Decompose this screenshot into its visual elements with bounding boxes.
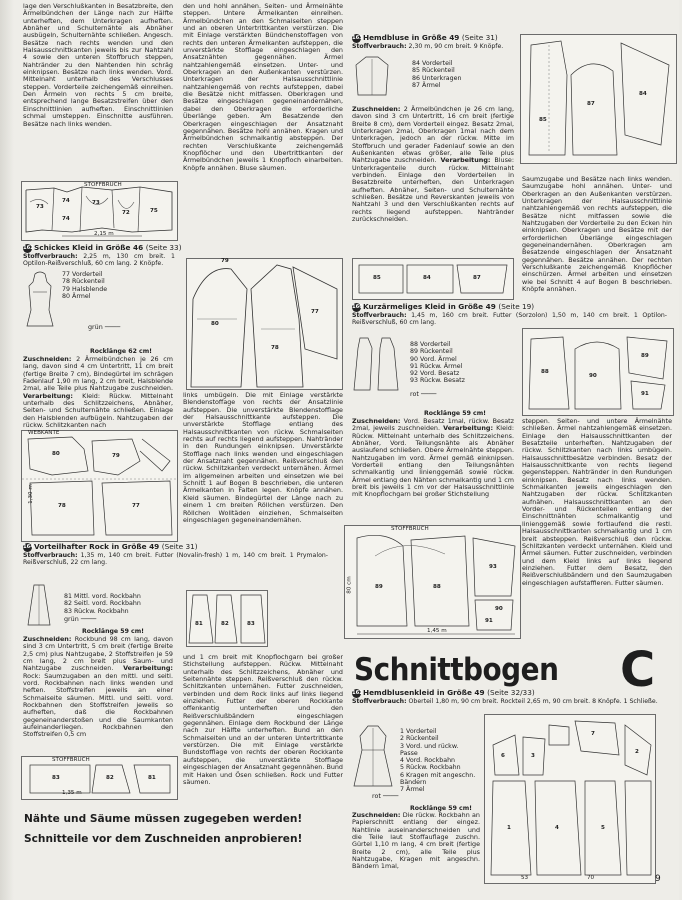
pattern-diagram-1626: 6 3 7 2 1 4 5 53 70 <box>484 714 656 884</box>
banner-try-on: Schnitteile vor dem Zuschneiden anprobieren! <box>24 833 303 845</box>
pattern-diagram-1618: 73 74 73 72 74 75 STOFFBRUCH 2,15 m <box>21 181 178 241</box>
parts-list-1626: 1 Vorderteil 2 Rückenteil 3 Vord. und rückw. Passe 4 Vord. Rockbahn 5 Rückw. Rockbahn 6 Kragen mit angeschn. Bändern 7 Ärmel <box>400 728 476 794</box>
stoffbruch-label: STOFFBRUCH <box>84 182 122 188</box>
pattern-diagram-1635: 85 87 84 <box>520 34 677 164</box>
color-key-gruen: grün ──── <box>88 323 121 331</box>
section-header-1605: 1605Kurzärmeliges Kleid in Größe 49 (Seite 19) <box>352 302 535 311</box>
instructions-1635: Zuschneiden: 2 Ärmelbündchen je 26 cm lang, davon sind 3 cm Untertritt, 16 cm breit (fertige Breite 8 cm), dem Vorderteil eingez. Besatz 2mal, Unterkragen 2mal, Oberkragen 1mal nach dem Unterkragen, jedoch an der rückw. Mitte im Stoffbruch und gerader Fadenlauf sowie an den Außenkanten etwas größer, alle Teile plus Nahtzugabe zuschneiden. Verarbeitung: Bluse: Unterkragenteile durch rückw. Mittelnaht verbinden. Einlage den Vorderteilen in Besatzbreite unterheften, den Unterkragen aufheften. Abnäher, Seiten- und Schulternähte schließen. Besätze und Reverskanten jeweils von Nahtzahl 3 und den Verschlußkanten rechts auf rechts liegend aufsteppen. Nahtränder zurückschneiden. <box>352 105 514 224</box>
rocklaenge-1620: Rocklänge 62 cm! <box>90 348 152 355</box>
pattern-diagram-1605-layout: STOFFBRUCH 89 88 93 90 91 1,45 m 80 cm <box>344 525 521 639</box>
section-1645: 1645Vorteilhafter Rock in Größe 49 (Seite 31) Stoffverbrauch: 1,35 m, 140 cm breit. Futter (Novalin-fresh) 1 m, 140 cm breit. 1 Prymalon-Reißverschluß, 22 cm lang. <box>23 542 333 566</box>
schnittbogen-title: Schnittbogen <box>354 652 559 688</box>
col2-top-text: den und hohl annähen. Seiten- und Ärmelnähte steppen. Untere Ärmelkanten einreihen. Ärmelbündchen an den Schmalseiten steppen und an oberen Untertrittkanten verstürzen. Die mit Einlage verstärkten Bündchenstoffagen von rechts den unteren Ärmelkanten aufsteppen, die unverstärkte Stofflage eingeschlagen den Ansatznähten gegennähen. Ärmel nahtzahlengemäß einsetzen. Unter- und Oberkragen an den Außenkanten verstürzen. Unterkragen der Halsausschnittlinie nahtzahlengemäß von rechts aufsteppen, dabei die Besätze nicht mitfassen. Oberkragen und Besätze eingeschlagen gegeneinandernähen, dabei den Oberkragen die erforderliche Überlänge geben. Am Besatzende den Oberkragen eingeschlagen der Ansatznaht gegennähen. Besätze hohl annähen. Kragen und Ärmelbündchen schmalkantig absteppen. Der rechten Verschlußkante zeichengemäß Knopflöcher und den Ubertrittkanten der Ärmelbündchen jeweils 1 Knopfloch einarbeiten. Knöpfe annähen. Bluse säumen. <box>183 2 343 172</box>
pattern-diagram-1620-layout: WEBKANTE 80 79 78 77 1,30 m <box>21 430 178 542</box>
pattern-diagram-1620: 79 80 78 77 <box>186 258 343 390</box>
col4-text2: steppen. Seiten- und untere Ärmelnähte schließen. Ärmel nahtzahlengemäß einsetzen. Einlage den Halsausschnittkanten der Besatzteile unterheften. Nahtzugaben der rückw. Schlitzkanten nach links umbügeln. Halsausschnittbesätze verbinden. Besatz der Halsausschnittkante von rechts liegend gegensteppen. Nahtränder in den Rundungen einknipsen. Besatz nach links wenden. Schmalkanten jeweils eingeschlagen den Nahtzugaben der rückw. Schlitzkanten aufnähen. Halsausschnittkanten an den Vorder- und Rückenteilen entlang der Einschnittnähten schmalkantig und linienggemäß sowie fortlaufend die restl. Halsausschnittkanten schmalkantig und 1 cm breit absteppen. Reißverschluß den rückw. Schlitzkanten verdeckt unternähen. Kleid und Ärmel säumen. Futter zuschneiden, verbinden und dem Kleid links auf links liegend einziehen. Futter dem Besatz, den Reißverschlußbändern und den Saumzugaben eingeschlagen aufstaffieren. Futter säumen. <box>522 417 672 587</box>
col4-text1: Saumzugabe und Besätze nach links wenden. Saumzugabe hohl annähen. Unter- und Oberkragen an den Außenkanten verstürzen. Unterkragen der Halsausschnittlinie nahtzahlengemäß von rechts aufsteppen, die Besätze nicht mitfassen sowie die Nahtzugaben der Vorderteile zu den Ecken hin einknipsen. Oberkragen und Besätze mit der erforderlichen Überlänge eingeschlagen gegeneinandernähen. Oberkragen am Besatzende eingeschlagen der Ansatznaht gegennähen. Besätze annähen. Der rechten Verschlußkante zeichengemäß Knopflöcher einschürzen. Ärmel arbeiten und einsetzen wie bei Schnitt 4 auf Bogen B beschrieben. Knöpfe annähen. <box>522 175 672 294</box>
col2-mid-text: links umbügeln. Die mit Einlage verstärkte Blendenstoffage von rechts der Ansatzlinie aufsteppen. Die unverstärkte Blendenstofflage der Halsausschnittkante aufsteppen. Die unverstärkte Stofflage entlang des Halsausschnittkanten von rückw. Schmalseiten rechts auf rechts liegend aufsteppen. Nahtränder in den Rundungen einknipsen. Unverstärkte Stofflage nach links wenden und eingeschlagen der Ansatznaht gegennähen. Reißverschluß den rückw. Schlitzkanten verdeckt unternähen. Ärmel im allgemeinen arbeiten und einsetzen wie bei Schnitt 1 auf Bogen B beschrieben, die unteren Ärmelkanten in Falten legen. Knöpfe annähen. Kleid säumen. Bindegürtel der Länge nach zu einem 1 cm breiten Röllchen verstürzen. Den Röllchen Wolltäden einziehen, Schmalseiten eingeschlagen gegeneinandernähen. <box>183 391 343 524</box>
pattern-diagram-1635-layout: 85 84 87 <box>352 258 514 300</box>
col2-bottom-text: und 1 cm breit mit Knopflochgarn bei großer Stichstellung aufsteppen. Rückw. Mittelnaht unterhalb des Schlitzzeichens, Abnäher und Seitennähte steppen. Reißverschluß den rückw. Schlitzkanten unternähen. Futter zuschneiden, verbinden und dem Rock links auf links liegend einziehen. Futter der oberen Rockkante offenkantig unterheften und den Reißverschlußbändern eingeschlagen gegennähen. Einlage dem Rockbund der Länge nach zur Hälfte unterheften. Bund an den Schmalseiten und an der unteren Untertrittkante verstürzen. Die mit Einlage verstärkte Bundstofflage von rechts der oberen Rockkante aufsteppen, die unverstärkte Stofflage eingeschlagen der Ansatznaht gegennähen. Bund mit Haken und Ösen schließen. Rock und Futter säumen. <box>183 653 343 786</box>
skirt-illustration-1645 <box>26 583 52 627</box>
rocklaenge-1605: Rocklänge 59 cm! <box>424 410 486 417</box>
instructions-1620: Zuschneiden: 2 Ärmelbündchen je 26 cm lang, davon sind 4 cm Untertritt, 11 cm breit (fertige Breite 7 cm), Bindegürtel im schrägen Fadenlauf 1,90 m lang, 2 cm breit, Halsblende 2mal, alle Teile plus Nahtzugabe zuschneiden. Verarbeitung: Kleid: Rückw. Mittelnaht unterhalb des Schlitzzeichens, Abnäher, Seiten- und Schulternähte schließen. Einlage den Halsblenden aufbügeln. Nahtzugaben der rückw. Schlitzkanten nach <box>23 355 173 430</box>
parts-list-1620: 77 Vorderteil 78 Rückenteil 79 Halsblende 80 Ärmel <box>62 271 108 300</box>
section-1605: 1605Kurzärmeliges Kleid in Größe 49 (Seite 19) Stoffverbrauch: 1,45 m, 160 cm breit. Futter (Sorzolon) 1,50 m, 140 cm breit. 1 Optilon-Reißverschluß, 60 cm lang. <box>352 302 682 326</box>
parts-list-1645: 81 Mittl. vord. Rockbahn 82 Seitl. vord. Rockbahn 83 Rückw. Rockbahn <box>64 593 141 615</box>
instructions-1645: Zuschneiden: Rockbund 98 cm lang, davon sind 3 cm Untertritt, 5 cm breit (fertige Breite 2,5 cm) plus Nahtzugabe, 2 Stoffstreifen je 59 cm lang, 2 cm breit plus Saum- und Nahtzugabe zuschneiden. Verarbeitung: Rock: Saumzugaben an den mittl. und seitl. vord. Rockbahnen nach links wenden und heften. Stoffstreifen jeweils an einer Schmalseite säumen. Mittl. und seitl. vord. Rockbahnen den Stoffstreifen jeweils so aufheften, daß die Rockbahnen gegeneinanderstoßen und die Saumkanten aufeinanderliegen. Rockbahnen den Stoffstreifen 0,5 cm <box>23 635 173 739</box>
rocklaenge-1626: Rocklänge 59 cm! <box>410 805 472 812</box>
instructions-1626: Zuschneiden: Die rückw. Rockbahn an Papierschnitt entlang der eingez. Nahtlinie auseinanderschneiden und die Teile laut Stoffauflage zuschn. Gürtel 1,10 m lang, 4 cm breit (fertige Breite 2 cm), alle Teile plus Nahtzugabe, Kragen mit angeschn. Bändern 1mal, <box>352 811 480 871</box>
section-1635: 1635Hemdbluse in Größe 49 (Seite 31) Stoffverbrauch: 2,30 m, 90 cm breit. 9 Knöpfe. <box>352 33 522 50</box>
dress-illustration-1626 <box>352 724 394 788</box>
page-number: 9 <box>655 874 661 884</box>
color-key-rot: rot ──── <box>410 390 437 398</box>
section-1626: 1626Hemdblusenkleid in Größe 49 (Seite 32/33) Stoffverbrauch: Oberteil 1,80 m, 90 cm breit. Rockteil 2,65 m, 90 cm breit. 8 Knöpfe. 1 Schließe. <box>352 688 672 705</box>
parts-list-1635: 84 Vorderteil 85 Rückenteil 86 Unterkragen 87 Ärmel <box>412 60 462 89</box>
section-header-1626: 1626Hemdblusenkleid in Größe 49 (Seite 32/33) <box>352 688 535 697</box>
schnittbogen-letter: C <box>620 642 656 698</box>
pattern-diagram-1645-layout: STOFFBRUCH 83 82 81 1,35 m <box>21 756 178 800</box>
blouse-illustration-1635 <box>352 55 392 97</box>
pattern-diagram-1605: 88 90 89 91 <box>522 328 674 416</box>
dress-illustration-1620 <box>23 270 57 328</box>
banner-seam-allowance: Nähte und Säume müssen zugegeben werden! <box>24 813 303 825</box>
instructions-1605: Zuschneiden: Vord. Besatz 1mal, rückw. Besatz 2mal, jeweils zuschneiden. Verarbeitung: Kleid: Rückw. Mittelnaht unterhalb des Schlitzzeichens. Abnäher, Vord. Teilungsnähte als Abnäher auslaufend schließen. Obere Ärmelnähte steppen. Nahtzugaben im vord. Ärmel gemäß einknipsen. Vorderteil entlang den Teilungsnähten schmalkantig und linienggemäß sowie rückw. Ärmel entlang den Nähten schmalkantig und 1 cm breit bis jeweils 1 cm vor der Halsausschnittlinie mit Knopflochgarn bei großer Stichstellung <box>352 417 514 499</box>
measure-label: 2,15 m <box>94 231 114 237</box>
color-key-gruen-1645: grün ──── <box>64 615 97 623</box>
pattern-diagram-1645: 81 82 83 <box>186 590 268 647</box>
section-header-1635: 1635Hemdbluse in Größe 49 (Seite 31) <box>352 33 498 42</box>
col1-top-text: lage den Verschlußkanten in Besatzbreite, den Ärmelbündchen der Länge nach zur Hälfte unterheften, dem Unterkragen aufheften. Abnäher und Schulternähte als Abnäher ausbügeln, Schulternähte schließen. Angesch. Besätze nach rechts wenden und den Halsausschnittkanten jeweils bis zur Nahtzahl 4 sowie den unteren Stoffbruch steppen, Nahtränder zu den Nahtenden hin schräg einknipsen. Besätze nach links wenden. Vord. Mittelnaht unterhalb des Verschlusses steppen. Vorderteile zeichengemäß einreihen. Den Ärmeln von rechts 5 cm breite, entsprechend lange Besatzstreifen über den Einschnittlinien aufheften. Einschnittlinien schmal umsteppen. Einschnitte ausführen. Besätze nach links wenden. <box>23 2 173 128</box>
section-header-1645: 1645Vorteilhafter Rock in Größe 49 (Seite 31) <box>23 542 198 551</box>
section-1620: 1620Schickes Kleid in Größe 46 (Seite 33) Stoffverbrauch: 2,25 m, 130 cm breit. 1 Optilon-Reißverschluß, 60 cm lang. 2 Knöpfe. <box>23 243 182 267</box>
parts-list-1605: 88 Vorderteil 89 Rückenteil 90 Vord. Ärmel 91 Rückw. Ärmel 92 Vord. Besatz 93 Rückw. Besatz <box>410 341 465 385</box>
dress-illustration-1605 <box>352 334 400 392</box>
color-key-rot-1626: rot ──── <box>372 792 399 800</box>
section-header-1620: 1620Schickes Kleid in Größe 46 (Seite 33) <box>23 243 182 252</box>
rocklaenge-1645: Rocklänge 59 cm! <box>82 628 144 635</box>
